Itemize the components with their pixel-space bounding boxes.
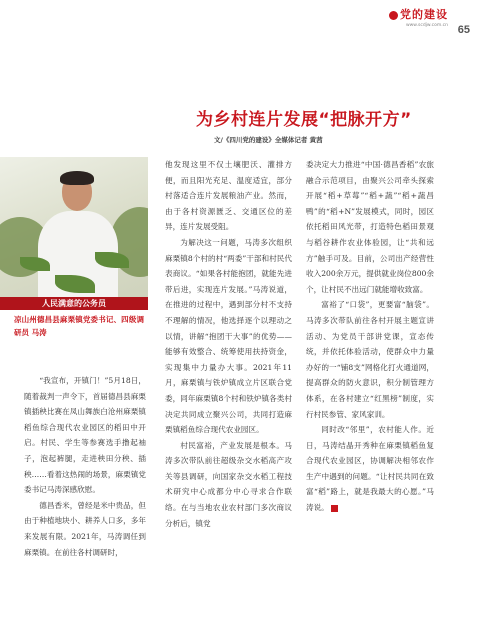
portrait-photo [0, 157, 148, 297]
paragraph: 同时改“邻里”，农村能人作。近日，马涛结晶开秀种在麻栗镇稻鱼复合现代农业园区，协调解决相邻农作生产中遇到的问题。“让村民共同在致富“稻”路上，就是我最大的心愿。”马涛说。 [306, 425, 434, 513]
paragraph: 富裕了“口袋”，更要富“脑袋”。马涛多次带队前往各村开展主题宣讲活动、为党员干部讲党课，宣态传统，并依托体验活动，使群众中力量办好的一“铺8支”网格化打火通道网，提高群众的防火意识，积分制管理方体系，在各村建立“红黑榜”制度，实行村民参管、家风家训。 [306, 300, 434, 419]
caption-title: 人民满意的公务员 [42, 298, 106, 308]
end-mark-icon [331, 505, 338, 512]
article-title: 为乡村连片发展“把脉开方” [196, 110, 412, 130]
masthead-logo: 党的建设 [389, 6, 448, 22]
masthead-url: www.scdjw.com.cn [405, 23, 448, 28]
article-column-3 [306, 157, 434, 516]
caption-text: 凉山州德昌县麻栗镇党委书记、四级调研员 马涛 [14, 315, 144, 337]
paragraph: 为解决这一问题，马涛多次组织麻栗镇8个村的村“两委”干部和村民代表商议。“如果各村能抱团，就能先进带后进，实现连片发展。”马涛说道，在推进的过程中，遇到部分村不支持不理解的情况，他选择逐个以理动之以情，讲解“抱团干大事”的优势——能够有效整合、统筹使用扶持资金，实现集中力量办大事。2021年11月，麻栗镇与铁炉镇成立片区联合党委，同年麻栗镇8个村和铁炉镇各类村决定共同成立聚兴公司，共同打造麻栗镇稻鱼综合现代农业园区。 [165, 237, 292, 435]
paragraph: “我宣布，开镇门！”5月18日，随着裁判一声令下，首届德昌县麻栗镇插秧比赛在凤山舞族白沧州麻栗镇稻鱼综合现代农业园区的稻田中开启。村民、学生等参赛选手撸起袖子，泡起裤腿，走进秧田分秧、插秧……看着这热闹的场景，麻栗镇党委书记马涛深感欣慰。 [24, 376, 146, 495]
paragraph: 委决定大力推进“中国·德昌香稻”农旅融合示范项目，由聚兴公司牵头探索开展“稻+草莓”“稻+蔬”“稻+蔬昌鸭”的“稻+N”发展模式，同时，园区依托稻田风光带，打造特色稻田景观与稻谷耕作农业体验园，让“共和远方”触手可及。目前，公司出产经营性收入200余万元，提供就业岗位800余个，让村民不出远门就能增收致富。 [306, 160, 434, 294]
paragraph: 德昌香米，曾经是米中贵品，但由于种植地块小、耕养人口多，多年来发展有限。2021年，马涛调任到麻栗镇。在前往各村调研时， [24, 500, 146, 557]
article-column-2 [165, 157, 292, 531]
paragraph: 村民富裕，产业发展是根本。马涛多次带队前往超级杂交水稻高产攻关等县调研，向国家杂交水稻工程技术研究中心成都分中心寻求合作联络。在与当地农业农村部门多次商议分析后，镇党 [165, 440, 292, 528]
paragraph: 他发现这里不仅土壤肥沃、灌排方便，而且阳光充足、温度适宜，部分村落适合连片发展粮油产业。然而，由于各村资源匮乏、交通区位的差异，连片发展受阻。 [165, 160, 292, 232]
article-byline: 文/《四川党的建设》全媒体记者 黄茜 [214, 136, 323, 144]
party-emblem-icon [389, 11, 398, 20]
page-number: 65 [457, 24, 470, 36]
article-column-1 [24, 373, 146, 560]
masthead [389, 6, 448, 28]
